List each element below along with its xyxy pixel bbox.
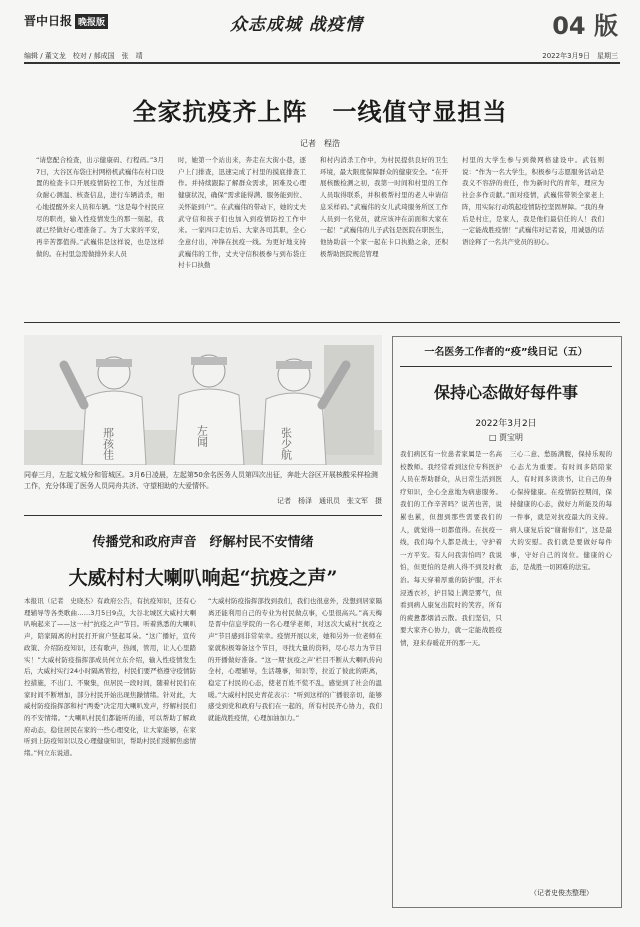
diary-author xyxy=(392,432,620,443)
newspaper-logo xyxy=(24,12,108,29)
lead-headline: 全家抗疫齐上阵 一线值守显担当 xyxy=(132,97,508,126)
suit-name-right: 张少航 xyxy=(279,427,293,460)
diary-series-title: 一名医务工作者的“疫”线日记（五） xyxy=(424,347,588,358)
diary-rule xyxy=(400,366,612,367)
suit-name-center: 左闻 xyxy=(195,425,209,447)
edition-tag: 晚报版 xyxy=(75,14,108,29)
photo-credit: 记者 杨泽 通讯员 张文军 摄 xyxy=(277,497,382,505)
lead-column-1: “请您配合检查，出示健康码、行程码。”3月7日，大谷区布袋庄村网格机武巍伟在村口设置的检查卡口开展疫情防控工作，为过往群众耐心测温、核查信息，进行车辆消杀，细心地提醒外来人员和车辆。“这是每个村民应尽的职责，输入性疫情发生的那一刻起，我就已经做好心理准备了。为了大家的平安，再辛苦都值得。”武巍伟是这样说，也是这样做的。在村里急需做排外来人员 xyxy=(36,156,164,258)
issue-date: 2022年3月9日 星期三 xyxy=(542,52,618,60)
news-photo xyxy=(24,335,382,465)
diary-date: 2022年3月2日 xyxy=(475,419,537,429)
lead-column-2: 时，她第一个站出来，奔走在大街小巷，逐户上门排查，迅速完成了村里的摸底排查工作。并持续跟踪了解群众需求，困难及心理健康状况，确保“需求能得满、服务能到位、关怀能到户”。在武巍伟的带动下，她的丈夫武守信和孩子们也加入到疫情防控工作中来。一家四口走访后、大家各司其职，全心全意付出，冲锋在抗疫一线。为更好地支持武巍伟的工作，丈夫守信积极参与到布袋庄村卡口执勤 xyxy=(178,156,306,270)
story2-column-1: 本报讯（记者 史晓杰）有政府公告，有抗疫知识，还有心理辅导等各类歌曲……3月5日9点，大谷北城区大威村大喇叭响起来了——这一村“抗疫之声”节目。听着熟悉的大喇叭声，陪家隔离的村民打开窗户竖起耳朵。“这广播好，宣传政策、介绍防疫知识，还有歌声，热闹，管用，让人心里踏实！”大威村防疫指挥部成员何立东介绍，输入性疫情发生后，大威村实行24小时隔离管控，村民们要严格遵守疫情防控措施，不出门、不聚集，但居民一段时间，随着村民们在家时间不断增加，部分村民开始出现焦躁情绪。针对此，大威村防疫指挥部和村“两委”决定用大喇叭发声，纾解村民们的不安情绪。“大喇叭村民们都能听的通，可以帮助了解政府动态，稳住居民在家的一些心理变化，让大家能够，在家听到上防疫知识以及心理健康知识，帮助村民们缓解焦虑情绪。”何立东说道。 xyxy=(24,597,196,758)
story2-column-2: “大威村防疫指挥部找到我们，我们也很意外，没想到居家隔离还能利用自己的专业为村民做点事，心里很高兴。”高天梅是晋中信息学院的一名心理学老师，对这次大威村“抗疫之声”节目感到非常荣幸。疫情开展以来，她和另外一位老师在家就积极筹备这个节目，寻找大量的资料，尽心尽力为节目的开播做好准备。“这一期‘抗疫之声’栏目不断从大喇叭传向全村，心理辅导，生活趣事，知识等，拉近了彼此的距离，稳定了村民的心态，使老百姓不慌不乱，感觉到了社会的温暖。”大威村村民史青花表示：“听到这样的广播很亲切，能够感受到党和政府与我们在一起的，所有村民齐心协力，我们就能战胜疫情，心理加油加力。” xyxy=(208,597,382,723)
photo-caption: 同春三月，左起文城分和管城区。3月6日凌晨，左起第50余名医务人员第四次出征，奔赴大谷区开展核酸采样检测工作，充分体现了医务人员同舟共济、守望相助的大爱情怀。 xyxy=(24,471,378,490)
logo-text: 晋中日报 xyxy=(24,14,73,28)
author-icon: □ xyxy=(488,433,500,442)
diary-author-name: 贾宝明 xyxy=(499,433,524,442)
masthead-rule xyxy=(24,62,620,64)
page-number: 04 版 xyxy=(552,12,618,40)
story-divider xyxy=(24,515,382,516)
medical-staff-illustration xyxy=(24,335,382,465)
story2-headline: 大威村村大喇叭响起“抗疫之声” xyxy=(68,567,338,589)
suit-name-left: 邢孩佳 xyxy=(101,427,115,460)
diary-signature: （记者史俊杰整理） xyxy=(530,889,593,897)
section-slogan: 众志成城 战疫情 xyxy=(230,15,363,35)
story2-kicker: 传播党和政府声音 纾解村民不安情绪 xyxy=(92,535,314,550)
lead-column-4: 村里的大学生参与到微网格建设中。武钰则说：“作为一名大学生，积极参与志愿服务活动是我义不容辞的责任，作为新时代的青年，理应为社会多作贡献。”面对疫情，武巍伟带领全家老上阵，用实际行动筑起疫情防控坚固屏障。“我的身后是村庄，是家人，我是他们最信任的人！我们一定能战胜疫情！”武巍伟对记者说，用诚恳的话语诠释了一名共产党员的初心。 xyxy=(462,156,604,246)
section-divider xyxy=(24,322,620,323)
diary-column-1: 我们病区有一位患者家属是一名高校教师。我经常看到这位专科医护人员在帮助群众，从日常生活到医疗知识，全心全意地为病患服务。我们的工作辛苦吗？说苦也苦，说累也累，但想到那些需要我们的人，就觉得一切都值得。在抗疫一线，我们每个人都是战士，守护着一方平安。有人问我害怕吗？我说怕，但更怕的是病人得不到及时救治。每天穿着厚重的防护服，汗水浸透衣衫，护目镜上满是雾气，但看到病人康复出院时的笑容，所有的疲惫都烟消云散。我们坚信，只要大家齐心协力，就一定能战胜疫情，迎来春暖花开的那一天。 xyxy=(400,450,502,647)
editor-credits: 编辑 / 董文龙 校对 / 郝成国 张 靖 xyxy=(24,52,143,60)
diary-column-2: 三心二意、愁肠满腹，保持乐观的心态尤为重要。有时间多陪陪家人，有时间多读读书，让自己的身心保持健康。在疫情防控期间，保持健康的心态，做好力所能及的每一件事，就是对抗疫最大的支持。病人康复后说“谢谢你们”，这是最大的安慰。我们就是要做好每件事，守好自己的岗位。健康的心态，是战胜一切困难的法宝。 xyxy=(510,450,612,572)
diary-headline: 保持心态做好每件事 xyxy=(433,383,578,402)
lead-byline: 记者 程浩 xyxy=(300,139,340,148)
lead-column-3: 和村内消杀工作中，为村民提供良好的卫生环境，最大限度保障群众的健康安全。“在开展核酸检测之初，我第一时间和村里的工作人员取得联系，并积极帮村里的老人申请信息采样码。”武巍伟的女儿武琦服务所区工作人员到一名党员，就应该冲在前面和大家在一起！”武巍伟的儿子武钰是医院在职医生，他协助前一个家一起在卡口执勤之余，还积极帮助医院规范管理 xyxy=(320,156,448,258)
